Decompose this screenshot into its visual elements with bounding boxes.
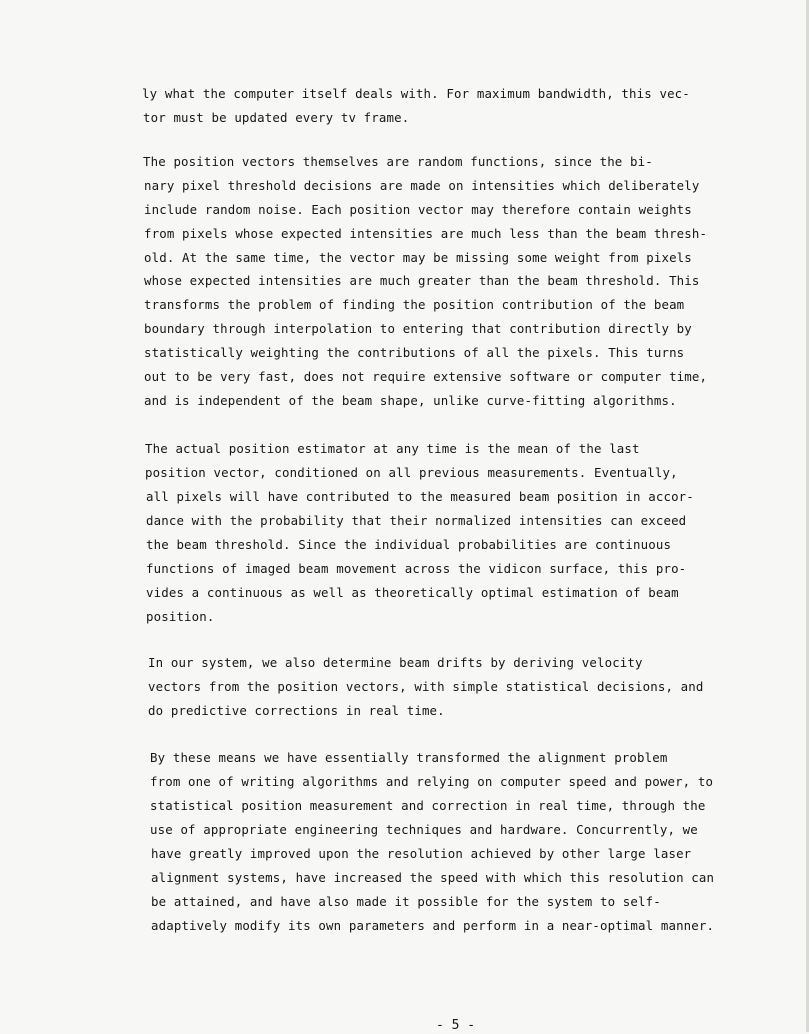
paragraph-2-line-11: and is independent of the beam shape, unlike curve-fitting algorithms. [144,393,677,408]
paragraph-2-line-5: old. At the same time, the vector may be missing some weight from pixels [144,250,692,265]
paragraph-5-line-6: alignment systems, have increased the speed with which this resolution can [151,870,715,885]
paragraph-3-line-7: vides a continuous as well as theoretically optimal estimation of beam [146,585,679,600]
paragraph-4-line-2: vectors from the position vectors, with simple statistical decisions, and [148,679,704,694]
paragraph-4-line-1: In our system, we also determine beam drifts by deriving velocity [148,655,643,670]
paragraph-4-line-3: do predictive corrections in real time. [148,703,445,718]
paragraph-3-line-8: position. [146,609,215,624]
paragraph-5-line-8: adaptively modify its own parameters and perform in a near-optimal manner. [151,918,715,933]
paragraph-2-line-10: out to be very fast, does not require extensive software or computer time, [144,369,708,384]
paragraph-1-line-2: tor must be updated every tv frame. [143,110,410,125]
paragraph-3-line-4: dance with the probability that their normalized intensities can exceed [146,513,687,528]
paragraph-2-line-8: boundary through interpolation to entering that contribution directly by [144,321,692,336]
paragraph-2-line-9: statistically weighting the contributions of all the pixels. This turns [144,345,685,360]
paragraph-3-line-1: The actual position estimator at any time is the mean of the last [145,441,640,456]
paragraph-3-line-6: functions of imaged beam movement across the vidicon surface, this pro- [146,561,687,576]
paragraph-5-line-5: have greatly improved upon the resolution achieved by other large laser [151,846,692,861]
paragraph-5-line-2: from one of writing algorithms and relying on computer speed and power, to [150,774,714,789]
paragraph-3-line-5: the beam threshold. Since the individual probabilities are continuous [146,537,672,552]
paragraph-2-line-7: transforms the problem of finding the position contribution of the beam [144,297,685,312]
paragraph-3-line-2: position vector, conditioned on all previous measurements. Eventually, [145,465,678,480]
page-number: - 5 - [436,1018,476,1033]
paragraph-3-line-3: all pixels will have contributed to the measured beam position in accor- [146,489,694,504]
paragraph-2-line-1: The position vectors themselves are random functions, since the bi- [143,154,653,169]
paragraph-5-line-3: statistical position measurement and correction in real time, through the [150,798,706,813]
paragraph-2-line-3: include random noise. Each position vector may therefore contain weights [144,202,692,217]
paragraph-2-line-2: nary pixel threshold decisions are made on intensities which deliberately [144,178,700,193]
paragraph-5-line-7: be attained, and have also made it possible for the system to self- [151,894,661,909]
paragraph-1-line-1: ly what the computer itself deals with. For maximum bandwidth, this vec- [142,86,690,101]
paragraph-2-line-4: from pixels whose expected intensities are much less than the beam thresh- [144,226,708,241]
paragraph-5-line-4: use of appropriate engineering techniques and hardware. Concurrently, we [150,822,698,837]
paragraph-2-line-6: whose expected intensities are much greater than the beam threshold. This [144,273,700,288]
paragraph-5-line-1: By these means we have essentially transformed the alignment problem [150,750,668,765]
